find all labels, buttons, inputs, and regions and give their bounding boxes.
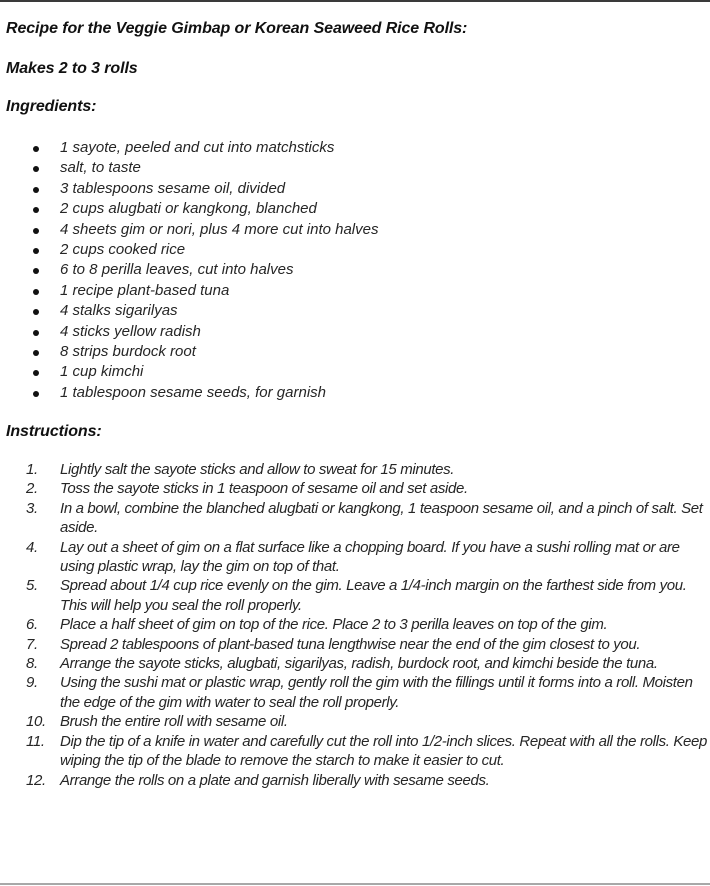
ingredient-item <box>6 158 379 178</box>
instruction-step <box>6 479 706 498</box>
instruction-step <box>6 460 706 479</box>
bullet-icon <box>33 228 39 234</box>
ingredient-text: 4 stalks sigarilyas <box>60 302 178 320</box>
ingredient-text: 4 sticks yellow radish <box>60 322 201 340</box>
ingredients-list <box>6 138 379 403</box>
step-text: Spread about 1/4 cup rice evenly on the gim. Leave a 1/4-inch margin on the farthest side from you. This will help you seal the roll properly. <box>60 577 687 614</box>
ingredient-item <box>6 383 379 403</box>
top-border <box>0 0 710 2</box>
instruction-step <box>6 654 706 673</box>
bullet-icon <box>33 391 39 397</box>
bullet-icon <box>33 187 39 193</box>
step-number: 3. <box>26 499 38 517</box>
ingredient-text: 1 recipe plant-based tuna <box>60 281 230 299</box>
bullet-icon <box>33 268 39 274</box>
step-number: 4. <box>26 538 38 556</box>
ingredient-item <box>6 260 379 280</box>
instruction-step <box>6 732 706 771</box>
bullet-icon <box>33 309 39 315</box>
step-number: 2. <box>26 480 38 498</box>
ingredient-text: 2 cups cooked rice <box>60 240 186 258</box>
bullet-icon <box>33 207 39 213</box>
step-number: 7. <box>26 635 38 653</box>
bullet-icon <box>33 146 39 152</box>
recipe-title: Recipe for the Veggie Gimbap or Korean Seaweed Rice Rolls: <box>6 20 468 37</box>
step-number: 9. <box>26 674 38 692</box>
ingredient-item <box>6 179 379 199</box>
ingredient-item <box>6 281 379 301</box>
step-number: 10. <box>26 713 46 731</box>
instruction-step <box>6 771 706 790</box>
ingredient-item <box>6 138 379 158</box>
ingredient-text: 2 cups alugbati or kangkong, blanched <box>60 200 317 218</box>
instruction-step <box>6 635 706 654</box>
recipe-yield: Makes 2 to 3 rolls <box>6 60 138 77</box>
step-number: 8. <box>26 655 38 673</box>
bullet-icon <box>33 370 39 376</box>
bottom-border <box>0 883 710 885</box>
ingredient-text: 1 sayote, peeled and cut into matchsticks <box>60 139 335 156</box>
ingredient-item <box>6 220 379 240</box>
ingredient-text: 4 sheets gim or nori, plus 4 more cut into halves <box>60 220 379 238</box>
bullet-icon <box>33 289 39 295</box>
ingredient-text: 8 strips burdock root <box>60 342 196 360</box>
step-number: 5. <box>26 577 38 595</box>
instruction-step <box>6 576 706 615</box>
step-text: Lay out a sheet of gim on a flat surface like a chopping board. If you have a sushi rolling mat or are using plastic wrap, lay the gim on top of that. <box>60 538 680 576</box>
instruction-step <box>6 712 706 731</box>
bullet-icon <box>33 166 39 172</box>
instruction-step <box>6 499 706 538</box>
step-text: In a bowl, combine the blanched alugbati or kangkong, 1 teaspoon sesame oil, and a pinch of salt. Set aside. <box>60 499 703 537</box>
ingredient-item <box>6 362 379 382</box>
ingredients-heading: Ingredients: <box>6 98 97 115</box>
step-text: Arrange the sayote sticks, alugbati, sigarilyas, radish, burdock root, and kimchi beside the tuna. <box>60 655 658 673</box>
bullet-icon <box>33 330 39 336</box>
step-text: Lightly salt the sayote sticks and allow to sweat for 15 minutes. <box>60 461 455 478</box>
step-text: Toss the sayote sticks in 1 teaspoon of sesame oil and set aside. <box>60 480 468 498</box>
ingredient-item <box>6 199 379 219</box>
instruction-step <box>6 673 706 712</box>
ingredient-text: 1 cup kimchi <box>60 363 144 381</box>
ingredient-text: 1 tablespoon sesame seeds, for garnish <box>60 383 326 401</box>
step-text: Dip the tip of a knife in water and carefully cut the roll into 1/2-inch slices. Repeat with all the rolls. Keep wiping the tip of the blade to remove the starch to make it easier to cut. <box>60 732 707 770</box>
step-text: Spread 2 tablespoons of plant-based tuna lengthwise near the end of the gim closest to you. <box>60 635 641 653</box>
ingredient-text: 3 tablespoons sesame oil, divided <box>60 179 286 197</box>
instructions-heading: Instructions: <box>6 423 102 440</box>
bullet-icon <box>33 248 39 254</box>
ingredient-text: 6 to 8 perilla leaves, cut into halves <box>60 261 294 279</box>
ingredient-item <box>6 322 379 342</box>
step-text: Place a half sheet of gim on top of the rice. Place 2 to 3 perilla leaves on top of the gim. <box>60 616 608 634</box>
instruction-step <box>6 615 706 634</box>
instruction-step <box>6 538 706 577</box>
step-text: Brush the entire roll with sesame oil. <box>60 713 288 731</box>
ingredient-item <box>6 301 379 321</box>
step-text: Arrange the rolls on a plate and garnish liberally with sesame seeds. <box>60 771 490 789</box>
step-text: Using the sushi mat or plastic wrap, gently roll the gim with the fillings until it forms into a roll. Moisten the edge of the gim with water to seal the roll properly. <box>60 674 693 711</box>
ingredient-item <box>6 240 379 260</box>
step-number: 1. <box>26 461 38 478</box>
step-number: 11. <box>26 732 45 750</box>
step-number: 12. <box>26 771 46 789</box>
instructions-list <box>6 460 706 790</box>
ingredient-text: salt, to taste <box>60 159 141 177</box>
bullet-icon <box>33 350 39 356</box>
step-number: 6. <box>26 616 38 634</box>
ingredient-item <box>6 342 379 362</box>
